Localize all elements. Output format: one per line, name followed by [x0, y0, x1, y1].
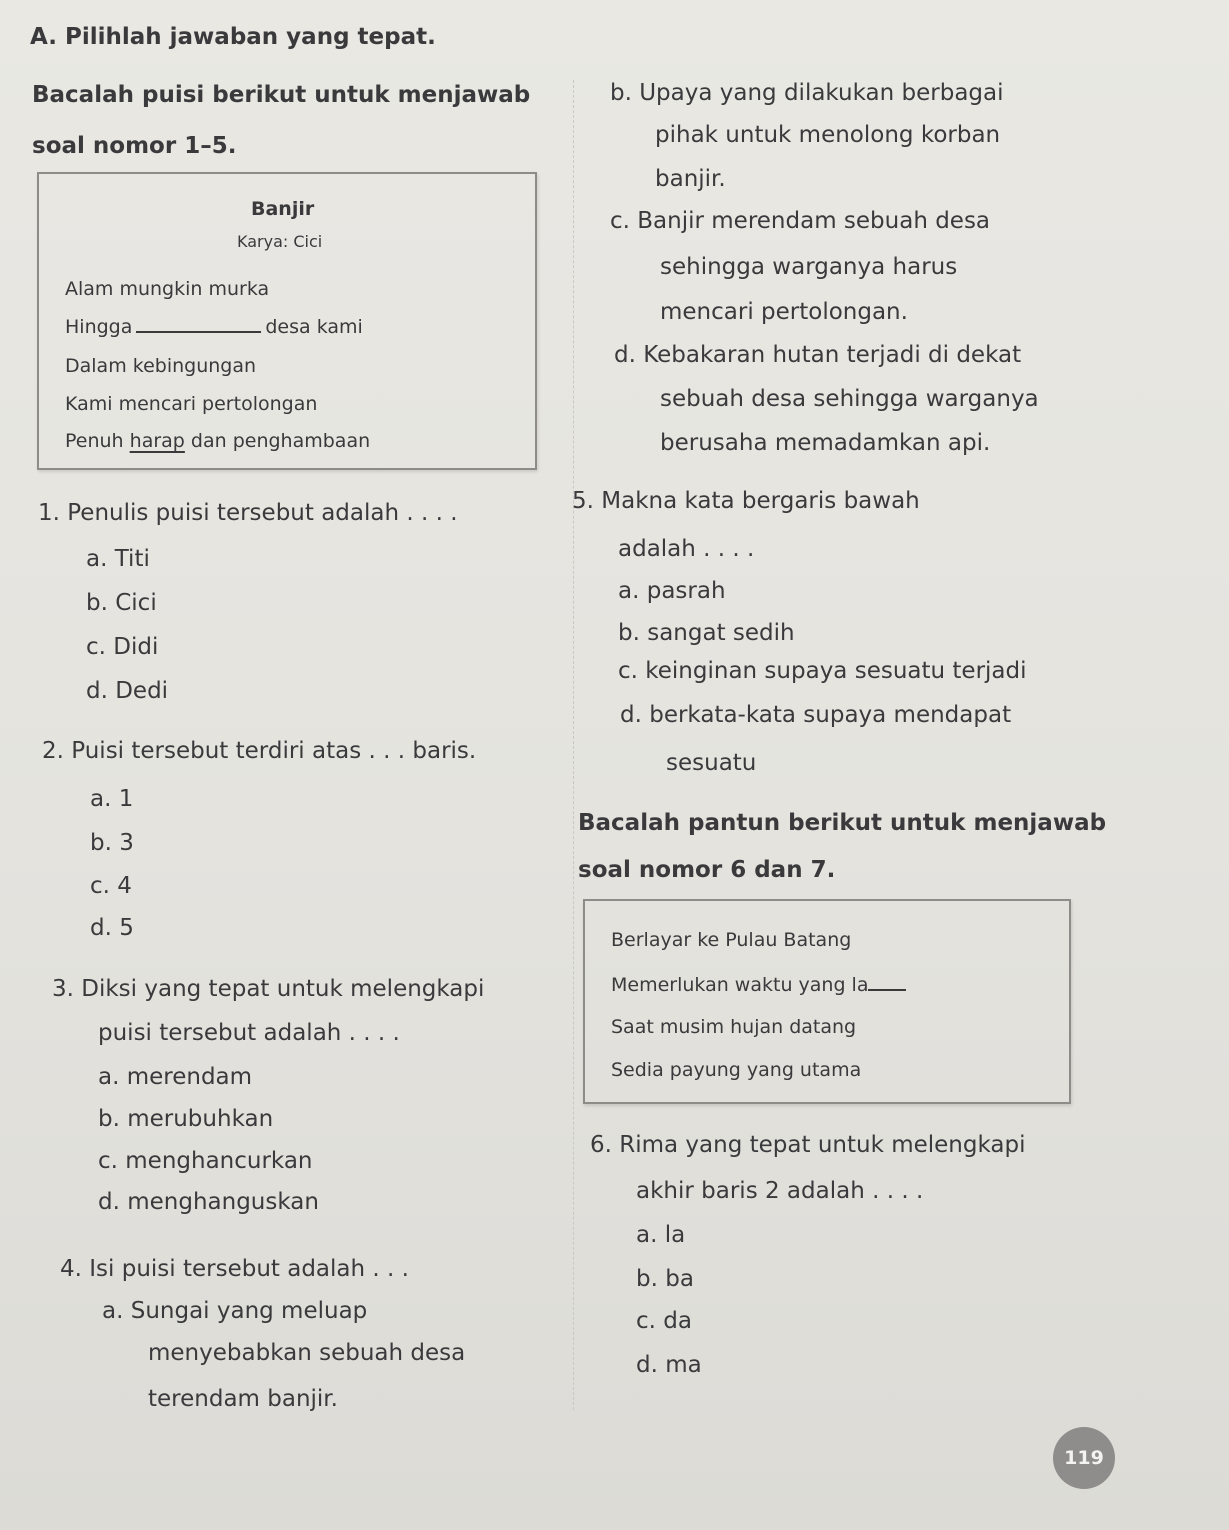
poem-line-3: Dalam kebingungan — [65, 355, 257, 377]
question-5-line2: adalah . . . . — [618, 536, 755, 562]
question-2: 2. Puisi tersebut terdiri atas . . . baris. — [42, 738, 477, 764]
q6-option-d[interactable]: d. ma — [636, 1352, 702, 1378]
poem-intro-line1: Bacalah puisi berikut untuk menjawab — [32, 82, 531, 108]
q3-option-c[interactable]: c. menghancurkan — [98, 1148, 313, 1174]
poem-box — [37, 172, 537, 470]
q4-option-c-line3: mencari pertolongan. — [660, 299, 908, 325]
q4-option-c[interactable]: c. Banjir merendam sebuah desa — [610, 208, 991, 234]
question-6-line1: 6. Rima yang tepat untuk melengkapi — [590, 1132, 1026, 1158]
q4-option-d[interactable]: d. Kebakaran hutan terjadi di dekat — [614, 342, 1022, 368]
q6-option-b[interactable]: b. ba — [636, 1266, 694, 1292]
q5-option-a[interactable]: a. pasrah — [618, 578, 726, 604]
pantun-line-4: Sedia payung yang utama — [611, 1059, 862, 1081]
q5-option-c[interactable]: c. keinginan supaya sesuatu terjadi — [618, 658, 1027, 684]
poem-line-2: Hingga desa kami — [65, 316, 363, 338]
q4-option-d-line2: sebuah desa sehingga warganya — [660, 386, 1039, 412]
q1-option-d[interactable]: d. Dedi — [86, 678, 169, 704]
q1-option-a[interactable]: a. Titi — [86, 546, 150, 572]
q4-option-b-line3: banjir. — [655, 166, 726, 192]
q4-option-d-line3: berusaha memadamkan api. — [660, 430, 991, 456]
poem-line-4: Kami mencari pertolongan — [65, 393, 318, 415]
q5-option-b[interactable]: b. sangat sedih — [618, 620, 795, 646]
question-6-line2: akhir baris 2 adalah . . . . — [636, 1178, 924, 1204]
poem-blank — [136, 330, 261, 333]
question-1: 1. Penulis puisi tersebut adalah . . . . — [38, 500, 458, 526]
q4-option-a-line3: terendam banjir. — [148, 1386, 338, 1412]
underlined-word: harap — [129, 430, 185, 452]
poem-line-1: Alam mungkin murka — [65, 278, 270, 300]
section-title: A. Pilihlah jawaban yang tepat. — [30, 24, 436, 50]
pantun-box — [583, 899, 1071, 1104]
poem-author: Karya: Cici — [237, 232, 323, 251]
q2-option-b[interactable]: b. 3 — [90, 830, 134, 856]
q1-option-c[interactable]: c. Didi — [86, 634, 159, 660]
q6-option-a[interactable]: a. la — [636, 1222, 686, 1248]
page-number-badge: 119 — [1053, 1427, 1115, 1489]
column-divider — [573, 80, 574, 1410]
q3-option-b[interactable]: b. merubuhkan — [98, 1106, 274, 1132]
q4-option-a-line2: menyebabkan sebuah desa — [148, 1340, 466, 1366]
question-5-line1: 5. Makna kata bergaris bawah — [572, 488, 920, 514]
pantun-intro-line1: Bacalah pantun berikut untuk menjawab — [578, 810, 1107, 836]
q2-option-d[interactable]: d. 5 — [90, 915, 134, 941]
q4-option-b[interactable]: b. Upaya yang dilakukan berbagai — [610, 80, 1004, 106]
q3-option-a[interactable]: a. merendam — [98, 1064, 253, 1090]
question-3-line1: 3. Diksi yang tepat untuk melengkapi — [52, 976, 485, 1002]
q4-option-c-line2: sehingga warganya harus — [660, 254, 958, 280]
pantun-line-2: Memerlukan waktu yang la — [611, 974, 906, 996]
poem-title: Banjir — [251, 198, 315, 220]
pantun-line-1: Berlayar ke Pulau Batang — [611, 929, 852, 951]
poem-line-5: Penuh harap dan penghambaan — [65, 430, 371, 452]
q2-option-a[interactable]: a. 1 — [90, 786, 134, 812]
question-3-line2: puisi tersebut adalah . . . . — [98, 1020, 400, 1046]
q6-option-c[interactable]: c. da — [636, 1308, 692, 1334]
poem-intro-line2: soal nomor 1–5. — [32, 133, 237, 159]
q5-option-d[interactable]: d. berkata-kata supaya mendapat — [620, 702, 1012, 728]
question-4: 4. Isi puisi tersebut adalah . . . — [60, 1256, 409, 1282]
q3-option-d[interactable]: d. menghanguskan — [98, 1189, 319, 1215]
q2-option-c[interactable]: c. 4 — [90, 873, 132, 899]
q4-option-a[interactable]: a. Sungai yang meluap — [102, 1298, 368, 1324]
pantun-blank — [868, 988, 906, 991]
q1-option-b[interactable]: b. Cici — [86, 590, 157, 616]
pantun-intro-line2: soal nomor 6 dan 7. — [578, 857, 836, 883]
q4-option-b-line2: pihak untuk menolong korban — [655, 122, 1001, 148]
pantun-line-3: Saat musim hujan datang — [611, 1016, 857, 1038]
q5-option-d-line2: sesuatu — [666, 750, 757, 776]
